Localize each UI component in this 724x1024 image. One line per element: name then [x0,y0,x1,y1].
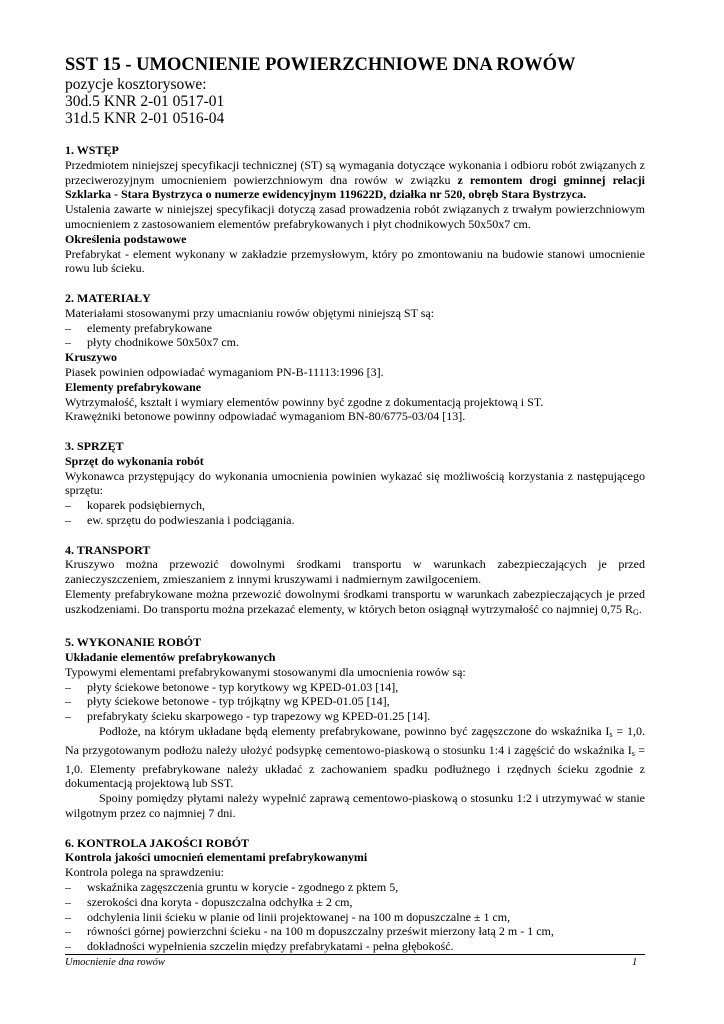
list-text: ew. sprzętu do podwieszania i podciągania. [87,512,295,527]
list-text: elementy prefabrykowane [87,320,212,335]
list-text: równości górnej powierzchni ścieku - na 100 m dopuszczalny prześwit mierzony łatą 2 m - 1 cm, [87,924,554,939]
subsection-heading: Kontrola jakości umocnień elementami prefabrykowanymi [65,850,368,865]
list-item [65,880,645,895]
list-text: dokładności wypełnienia szczelin między prefabrykatami - pełna głębokość. [87,939,454,954]
paragraph: Prefabrykat - element wykonany w zakładzie przemysłowym, który po zmontowaniu na budowie stanowi umocnienie rowu lub ścieku. [65,246,645,276]
list-item [65,513,645,528]
list-dash: – [65,320,71,335]
paragraph: Spoiny pomiędzy płytami należy wypełnić zaprawą cementowo-piaskową o stosunku 1:2 i utrzymywać w stanie wilgotnym przez co najmniej 7 dni. [65,791,645,821]
page-title: SST 15 - UMOCNIENIE POWIERZCHNIOWE DNA ROWÓW [65,55,576,75]
paragraph [65,587,645,621]
subsection-heading: Elementy prefabrykowane [65,379,202,394]
list-item [65,924,645,939]
list-dash: – [65,709,71,724]
list-text: prefabrykaty ścieku skarpowego - typ trapezowy wg KPED-01.25 [14]. [87,709,431,724]
subsection-heading: Określenia podstawowe [65,231,187,246]
subscript: G [633,607,639,617]
subtitle-line: 31d.5 KNR 2-01 0516-04 [65,110,225,127]
list-dash: – [65,924,71,939]
text: Elementy prefabrykowane można przewozić dowolnymi środkami transportu w warunkach zabezpieczających je przed uszkodzeniami. Do transportu można przekazać elementy, w których beton osiągnął wytrzymałość co najmniej 0,75 R [65,586,645,616]
paragraph: Wytrzymałość, kształt i wymiary elementów powinny być zgodne z dokumentacją projektową i ST. [65,394,544,409]
list-text: szerokości dna koryta - dopuszczalna odchyłka ± 2 cm, [87,894,353,909]
list-item [65,321,645,336]
paragraph: Ustalenia zawarte w niniejszej specyfikacji dotyczą zasad prowadzenia robót związanych z trwałym powierzchniowym umocnieniem z zastosowaniem elementów prefabrykowanych i płyt chodnikowych 50x50x7 cm. [65,202,645,231]
paragraph: Kruszywo można przewozić dowolnymi środkami transportu w warunkach zabezpieczających je przed zanieczyszczeniem, zmieszaniem z innymi kruszywami i nadmiernym zawilgoceniem. [65,557,645,587]
footer-divider [65,954,645,955]
text: Podłoże, na którym układane będą elementy prefabrykowane, powinno być zagęszczone do wskaźnika I [99,724,610,739]
list-dash: – [65,498,71,513]
paragraph: Typowymi elementami prefabrykowanymi stosowanymi dla umocnienia rowów są: [65,664,466,679]
section-heading: 2. MATERIAŁY [65,290,151,305]
subsection-heading: Kruszywo [65,350,117,365]
list-item [65,910,645,925]
paragraph: Krawężniki betonowe powinny odpowiadać wymaganiom BN-80/6775-03/04 [13]. [65,409,466,424]
text: . [638,601,642,616]
section-heading: 4. TRANSPORT [65,542,151,557]
paragraph [65,724,645,791]
list-item [65,498,645,513]
section-heading: 3. SPRZĘT [65,438,124,453]
subtitle-line: pozycje kosztorysowe: [65,76,207,93]
paragraph: Wykonawca przystępujący do wykonania umocnienia powinien wykazać się możliwością korzystania z następującego sprzętu: [65,468,645,498]
paragraph: Piasek powinien odpowiadać wymaganiom PN-B-11113:1996 [3]. [65,364,384,379]
list-item [65,895,645,910]
subsection-heading: Układanie elementów prefabrykowanych [65,650,276,665]
document-page [65,54,645,954]
text: = 1,0. Elementy prefabrykowane należy układać z zachowaniem spadku podłużnego i rzędnych ścieku zgodnie z dokumentacją projektową lub SST. [65,742,645,791]
list-dash: – [65,894,71,909]
list-dash: – [65,694,71,709]
list-dash: – [65,335,71,350]
list-text: wskaźnika zagęszczenia gruntu w korycie - zgodnego z pktem 5, [87,880,399,895]
list-text: płyty ściekowe betonowe - typ trójkątny wg KPED-01.05 [14], [87,694,390,709]
subtitle-line: 30d.5 KNR 2-01 0517-01 [65,93,225,110]
list-text: płyty chodnikowe 50x50x7 cm. [87,335,239,350]
section-heading: 6. KONTROLA JAKOŚCI ROBÓT [65,835,250,850]
list-text: koparek podsiębiernych, [87,498,205,513]
paragraph [65,158,645,202]
list-dash: – [65,880,71,895]
list-item [65,939,645,954]
list-item [65,335,645,350]
page-number: 1 [632,957,638,968]
list-item [65,709,645,724]
bold-text: z remontem drogi gminnej relacji Szklarka - Stara Bystrzyca o numerze ewidencyjnym 119622D, działka nr 520, obręb Stara Bystrzyca. [65,172,646,202]
list-dash: – [65,512,71,527]
subsection-heading: Sprzęt do wykonania robót [65,453,204,468]
list-dash: – [65,939,71,954]
subscript: s [631,748,635,758]
list-item [65,680,645,695]
section-heading: 1. WSTĘP [65,143,119,157]
subscript: s [609,730,613,740]
section-heading: 5. WYKONANIE ROBÓT [65,635,202,650]
text: Przedmiotem niniejszej specyfikacji technicznej (ST) są wymagania dotyczące wykonania i odbioru robót związanych z przeciwerozyjnym umocnieniem powierzchniowym dna rowów w związku [65,157,645,187]
text: = 1,0. Na przygotowanym podłożu należy ułożyć podsypkę cementowo-piaskową o stosunku 1:4 i zagęścić do wskaźnika I [65,724,645,757]
list-text: odchylenia linii ścieku w planie od linii projektowanej - na 100 m dopuszczalne ± 1 cm, [87,909,511,924]
list-item [65,694,645,709]
paragraph: Materiałami stosowanymi przy umacnianiu rowów objętymi niniejszą ST są: [65,305,435,320]
list-dash: – [65,679,71,694]
footer-title: Umocnienie dna rowów [65,957,165,968]
list-dash: – [65,909,71,924]
paragraph: Kontrola polega na sprawdzeniu: [65,865,224,880]
list-text: płyty ściekowe betonowe - typ korytkowy wg KPED-01.03 [14], [87,679,399,694]
